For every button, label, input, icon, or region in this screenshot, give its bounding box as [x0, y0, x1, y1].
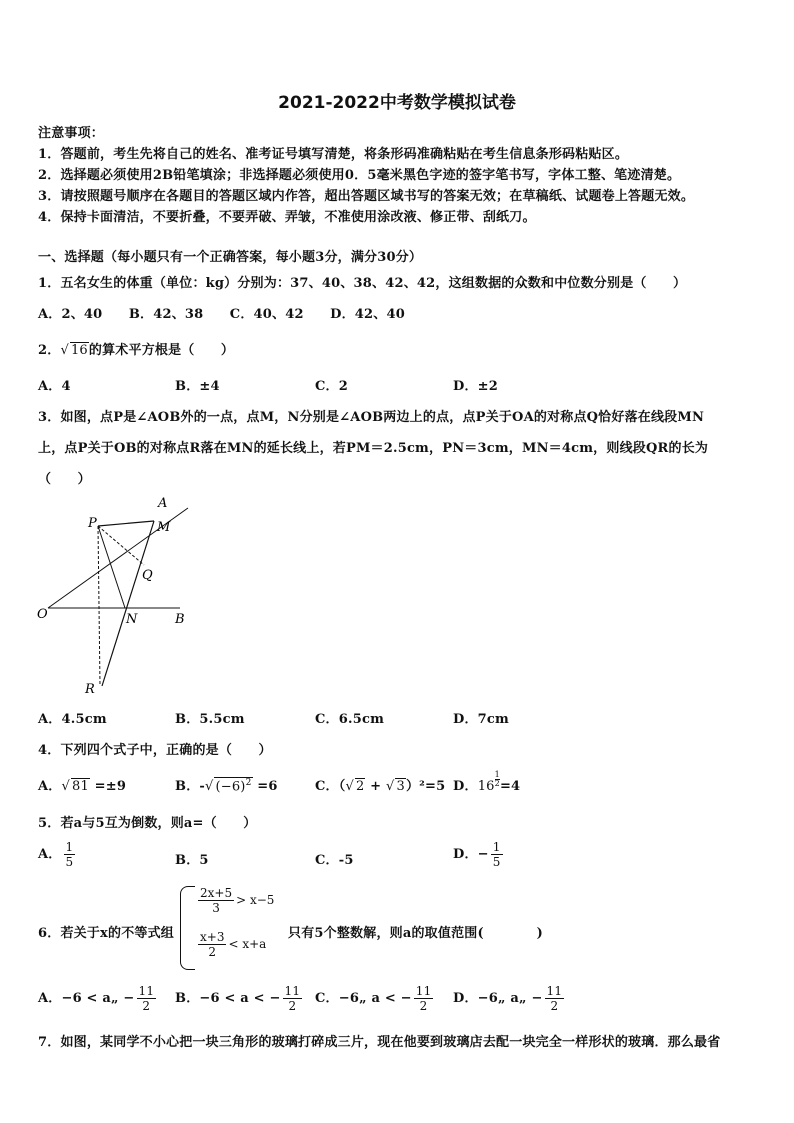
label-r: R	[85, 682, 95, 697]
question-3-option-a: A．4.5cm	[38, 712, 107, 727]
question-6-option-b: B．−6 < a < − $\frac{11}{2}$	[175, 984, 301, 1013]
question-2-option-b: B．±4	[175, 379, 220, 394]
question-5-option-d: D．− $\frac{1}{5}$	[453, 840, 501, 869]
segment-pr	[98, 526, 100, 686]
notice-item-3: 3．请按照题号顺序在各题目的答题区域内作答，超出答题区域书写的答案无效；在草稿纸、试题卷上答题无效。	[38, 189, 695, 204]
question-5-option-c: C．-5	[315, 853, 354, 868]
label-o: O	[37, 607, 48, 622]
notice-item-2: 2．选择题必须使用2B铅笔填涂；非选择题必须使用0．5毫米黑色字迹的签字笔书写，字体工整、笔迹清楚。	[38, 168, 681, 183]
segment-pn	[98, 526, 125, 608]
question-4-option-d: D．16 $\frac{1}{2}$ =4	[453, 770, 521, 794]
question-5-option-b: B．5	[175, 853, 209, 868]
page-title: 2021-2022中考数学模拟试卷	[278, 93, 516, 113]
notice-item-1: 1．答题前，考生先将自己的姓名、准考证号填写清楚，将条形码准确粘贴在考生信息条形码粘贴区。	[38, 147, 629, 162]
question-2-option-d: D．±2	[453, 379, 499, 394]
question-4-option-b: B．-√ $(-6)^2 =6$	[175, 777, 278, 794]
question-3-line-1: 3．如图，点P是∠AOB外的一点，点M，N分别是∠AOB两边上的点，点P关于OA的对称点Q恰好落在线段MN	[38, 410, 705, 425]
question-4-stem: 4．下列四个式子中，正确的是（ ）	[38, 743, 272, 758]
geometry-figure	[30, 490, 210, 700]
segment-mr	[102, 521, 154, 686]
question-6-option-c: C．−6„ a < − $\frac{11}{2}$	[315, 984, 432, 1013]
question-6-suffix: 只有5个整数解，则a的取值范围( )	[288, 926, 543, 941]
question-2-stem: 2．√ 16的算术平方根是（ ）	[38, 343, 235, 358]
segment-pm	[98, 521, 154, 526]
question-3-option-c: C．6.5cm	[315, 712, 385, 727]
question-5-option-a: A． $\frac{1}{5}$	[38, 840, 74, 869]
label-a: A	[158, 496, 168, 511]
question-6-prefix: 6．若关于x的不等式组	[38, 926, 174, 941]
label-p: P	[88, 516, 97, 531]
question-1-options: A．2、40 B．42、38 C．40、42 D．42、40	[38, 307, 405, 322]
question-2-option-c: C．2	[315, 379, 348, 394]
question-6-option-a: A．−6 < a„ − $\frac{11}{2}$	[38, 984, 155, 1013]
section-heading: 一、选择题（每小题只有一个正确答案，每小题3分，满分30分）	[38, 250, 423, 265]
inequality-2: $\frac{x+3}{2}$ < x+a	[200, 930, 267, 959]
question-4-option-c: C．（√ 2 + √ 3）²=5	[315, 779, 446, 794]
question-2-option-a: A．4	[38, 379, 71, 394]
question-7-stem: 7．如图，某同学不小心把一块三角形的玻璃打碎成三片，现在他要到玻璃店去配一块完全一样形状的玻璃．那么最省	[38, 1035, 721, 1050]
question-3-option-d: D．7cm	[453, 712, 509, 727]
question-5-stem: 5．若a与5互为倒数，则a=（ ）	[38, 816, 257, 831]
label-q: Q	[142, 568, 153, 583]
question-3-option-b: B．5.5cm	[175, 712, 245, 727]
system-brace	[180, 886, 195, 970]
question-6-option-d: D．−6„ a„ − $\frac{11}{2}$	[453, 984, 563, 1013]
notice-heading: 注意事项：	[38, 126, 105, 141]
question-4-option-a: A．√ 81 =±9	[38, 779, 127, 794]
notice-item-4: 4．保持卡面清洁，不要折叠，不要弄破、弄皱，不准使用涂改液、修正带、刮纸刀。	[38, 210, 536, 225]
question-3-line-3: （ ）	[38, 472, 91, 487]
radicand-16: 16	[70, 343, 88, 358]
label-n: N	[126, 612, 138, 627]
question-3-line-2: 上，点P关于OB的对称点R落在MN的延长线上，若PM＝2.5cm，PN＝3cm，MN＝4cm，则线段QR的长为	[38, 441, 709, 456]
label-m: M	[157, 520, 171, 535]
inequality-1: $\frac{2x+5}{3}$ > x−5	[200, 886, 275, 915]
label-b: B	[175, 612, 185, 627]
question-1-stem: 1．五名女生的体重（单位：kg）分别为：37、40、38、42、42，这组数据的众数和中位数分别是（ ）	[38, 276, 687, 291]
